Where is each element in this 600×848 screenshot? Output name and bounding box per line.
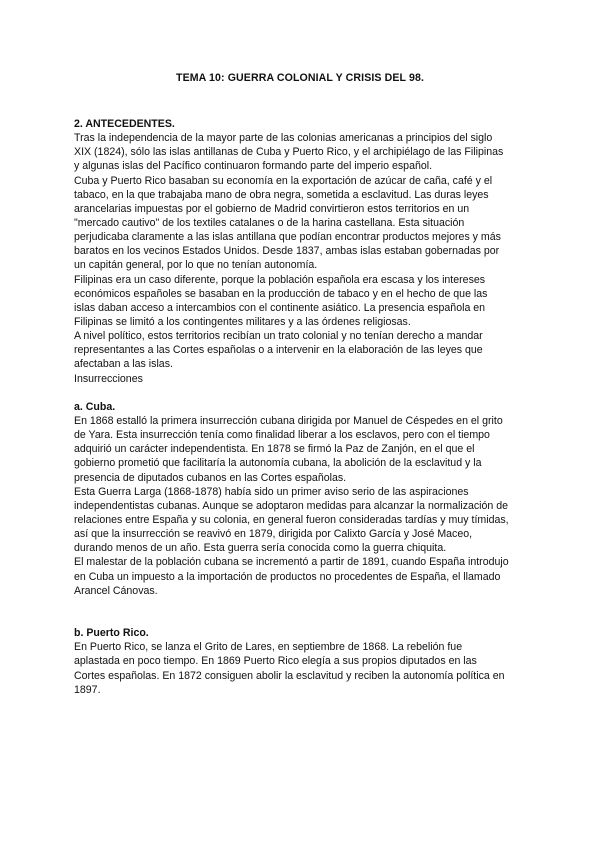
paragraph-line: relaciones entre España y su colonia, en general fueron consideradas tardías y muy tímidas, — [74, 513, 509, 526]
paragraph-line: El malestar de la población cubana se incrementó a partir de 1891, cuando España introdujo — [74, 556, 509, 569]
paragraph-line: XIX (1824), sólo las islas antillanas de Cuba y Puerto Rico, y el archipiélago de las Filipinas — [74, 146, 504, 159]
paragraph-line: Esta Guerra Larga (1868-1878) había sido un primer aviso serio de las aspiraciones — [74, 485, 469, 498]
paragraph-line: Cortes españolas. En 1872 consiguen abolir la esclavitud y reciben la autonomía política en — [74, 669, 505, 682]
paragraph-line: representantes a las Cortes españolas o a intervenir en la elaboración de las leyes que — [74, 344, 483, 357]
blank-line — [74, 598, 534, 626]
page-title: TEMA 10: GUERRA COLONIAL Y CRISIS DEL 98. — [176, 72, 424, 84]
paragraph-line: tabaco, en la que trabajaba mano de obra negra, sometida a esclavitud. Las duras leyes — [74, 188, 489, 201]
paragraph-line: Filipinas se limitó a los contingentes militares y a las órdenes religiosas. — [74, 315, 411, 328]
paragraph-line: aplastada en poco tiempo. En 1869 Puerto Rico elegía a sus propios diputados en las — [74, 655, 477, 668]
paragraph-line: Filipinas era un caso diferente, porque la población española era escasa y los intereses — [74, 273, 486, 286]
section-heading-cuba: a. Cuba. — [74, 400, 116, 413]
paragraph-line: independentistas cubanas. Aunque se adoptaron medidas para alcanzar la normalización de — [74, 499, 509, 512]
paragraph-line: en Cuba un impuesto a la importación de productos no procedentes de España, el llamado — [74, 570, 501, 583]
section-heading-antecedentes: 2. ANTECEDENTES. — [74, 118, 175, 130]
paragraph-line: presencia de diputados cubanos en las Cortes españolas. — [74, 471, 347, 484]
paragraph-line: arancelarias impuestas por el gobierno de Madrid convirtieron estos territorios en un — [74, 202, 470, 215]
paragraph-line: durando menos de un año. Esta guerra sería conocida como la guerra chiquita. — [74, 542, 447, 555]
subsection-label-insurrecciones: Insurrecciones — [74, 372, 143, 385]
paragraph-line: económicos españoles se basaban en la producción de tabaco y en el hecho de que las — [74, 287, 488, 300]
paragraph-line: y algunas islas del Pacífico continuaron formando parte del imperio español. — [74, 160, 433, 173]
paragraph-line: un capitán general, por lo que no tenían autonomía. — [74, 259, 318, 272]
paragraph-line: así que la insurrección se reavivó en 1879, dirigida por Calixto García y José Maceo, — [74, 528, 473, 541]
section-heading-puerto-rico: b. Puerto Rico. — [74, 627, 149, 640]
paragraph-line: Arancel Cánovas. — [74, 584, 158, 597]
paragraph-line: perjudicaba claramente a las islas antillana que podían encontrar productos mejores y más — [74, 231, 501, 244]
paragraph-line: Cuba y Puerto Rico basaban su economía en la exportación de azúcar de caña, café y el — [74, 174, 493, 187]
paragraph-line: gobierno prometió que facilitaría la autonomía cubana, la abolición de la esclavitud y la — [74, 457, 482, 470]
paragraph-line: "mercado cautivo" de los textiles catalanes o de la harina castellana. Esta situación — [74, 216, 465, 229]
paragraph-line: A nivel político, estos territorios recibían un trato colonial y no tenían derecho a mandar — [74, 330, 483, 343]
paragraph-line: afectaban a las islas. — [74, 358, 173, 371]
paragraph-line: de Yara. Esta insurrección tenía como finalidad liberar a los esclavos, pero con el tiempo — [74, 429, 490, 442]
paragraph-line: En Puerto Rico, se lanza el Grito de Lares, en septiembre de 1868. La rebelión fue — [74, 641, 463, 654]
blank-line — [74, 386, 534, 400]
paragraph-line: baratos en los vecinos Estados Unidos. Desde 1837, ambas islas estaban gobernadas por — [74, 245, 500, 258]
document-body — [74, 117, 534, 697]
paragraph-line: En 1868 estalló la primera insurrección cubana dirigida por Manuel de Céspedes en el grito — [74, 414, 503, 427]
paragraph-line: 1897. — [74, 683, 101, 696]
paragraph-line: adquirió un carácter independentista. En 1878 se firmó la Paz de Zanjón, en el que el — [74, 443, 475, 456]
paragraph-line: Tras la independencia de la mayor parte de las colonias americanas a principios del siglo — [74, 132, 493, 145]
paragraph-line: islas daban acceso a intercambios con el continente asiático. La presencia española en — [74, 301, 486, 314]
